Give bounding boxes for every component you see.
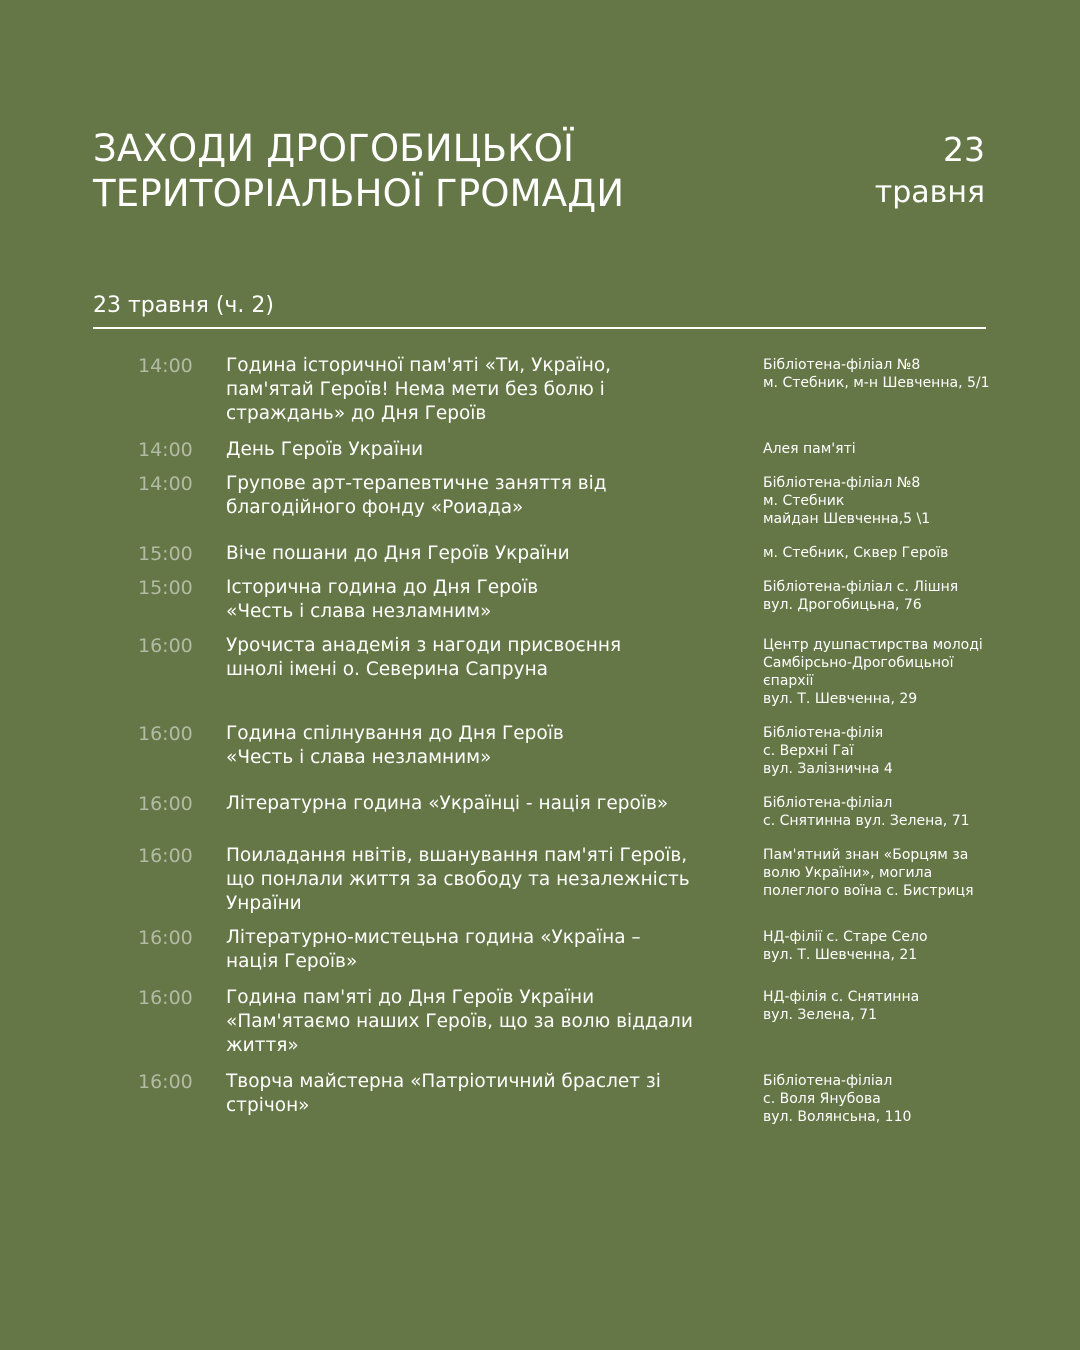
- event-title: Віче пошани до Дня Героїв України: [226, 543, 570, 564]
- event-place: НД-філії с. Старе Село вул. Т. Шевченна, 21: [763, 929, 928, 963]
- event-time: 16:00: [138, 927, 193, 949]
- event-title: Групове арт-терапевтичне заняття від благодійного фонду «Роиада»: [226, 473, 607, 518]
- section-divider: [93, 327, 986, 329]
- event-place: Бібліотена-філіал №8 м. Стебник майдан Шевченна,5 \1: [763, 475, 931, 527]
- event-place: Бібліотена-філіал с. Воля Янубова вул. Волянсьна, 110: [763, 1073, 912, 1125]
- event-place: Бібліотена-філія с. Верхні Гаї вул. Залізнична 4: [763, 725, 893, 777]
- date-label: [875, 130, 985, 216]
- event-time: 16:00: [138, 635, 193, 657]
- event-place: Пам'ятний знан «Борцям за волю України», могила полеглого воїна с. Бистриця: [763, 847, 974, 899]
- event-time: 14:00: [138, 439, 193, 461]
- event-title: Урочиста анадемія з нагоди присвоєння шнолі імені о. Северина Сапруна: [226, 635, 622, 680]
- event-time: 16:00: [138, 723, 193, 745]
- event-place: Бібліотена-філіал с. Снятинна вул. Зелена, 71: [763, 795, 970, 829]
- date-day: 23: [943, 130, 985, 169]
- event-time: 15:00: [138, 577, 193, 599]
- event-time: 15:00: [138, 543, 193, 565]
- page-title-line-1: ЗАХОДИ ДРОГОБИЦЬКОЇ: [93, 127, 575, 170]
- event-time: 16:00: [138, 987, 193, 1009]
- event-time: 14:00: [138, 355, 193, 377]
- event-title: Година спілнування до Дня Героїв «Честь і слава незламним»: [226, 723, 564, 768]
- event-place: НД-філія с. Снятинна вул. Зелена, 71: [763, 989, 920, 1023]
- event-title: Година пам'яті до Дня Героїв України «Пам'ятаємо наших Героїв, що за волю віддали життя»: [226, 987, 693, 1056]
- event-time: 16:00: [138, 793, 193, 815]
- event-time: 14:00: [138, 473, 193, 495]
- event-time: 16:00: [138, 845, 193, 867]
- event-place: м. Стебник, Сквер Героїв: [763, 545, 949, 561]
- page-title: [93, 126, 753, 216]
- event-place: Центр душпастирства молоді Самбірсьно-Дрогобицьної єпархії вул. Т. Шевченна, 29: [763, 637, 983, 707]
- event-place: Бібліотена-філіал с. Лішня вул. Дрогобицьна, 76: [763, 579, 959, 613]
- date-month: травня: [874, 175, 985, 210]
- page-title-line-2: ТЕРИТОРІАЛЬНОЇ ГРОМАДИ: [93, 172, 625, 215]
- event-title: Історична година до Дня Героїв «Честь і слава незламним»: [226, 577, 539, 622]
- event-title: Поиладання нвітів, вшанування пам'яті Героїв, що понлали життя за свободу та незалежність Унраїни: [226, 845, 690, 914]
- event-title: Година історичної пам'яті «Ти, Україно, пам'ятай Героїв! Нема мети без болю і страждань» до Дня Героїв: [226, 355, 612, 424]
- event-title: День Героїв України: [226, 439, 424, 460]
- event-place: Бібліотена-філіал №8 м. Стебник, м-н Шевченна, 5/1: [763, 357, 990, 391]
- event-title: Літературно-мистецьна година «Україна – нація Героїв»: [226, 927, 641, 972]
- event-title: Літературна година «Українці - нація героїв»: [226, 793, 669, 814]
- section-heading: 23 травня (ч. 2): [93, 293, 274, 318]
- event-title: Творча майстерна «Патріотичний браслет зі стрічон»: [226, 1071, 661, 1116]
- event-place: Алея пам'яті: [763, 441, 856, 457]
- event-time: 16:00: [138, 1071, 193, 1093]
